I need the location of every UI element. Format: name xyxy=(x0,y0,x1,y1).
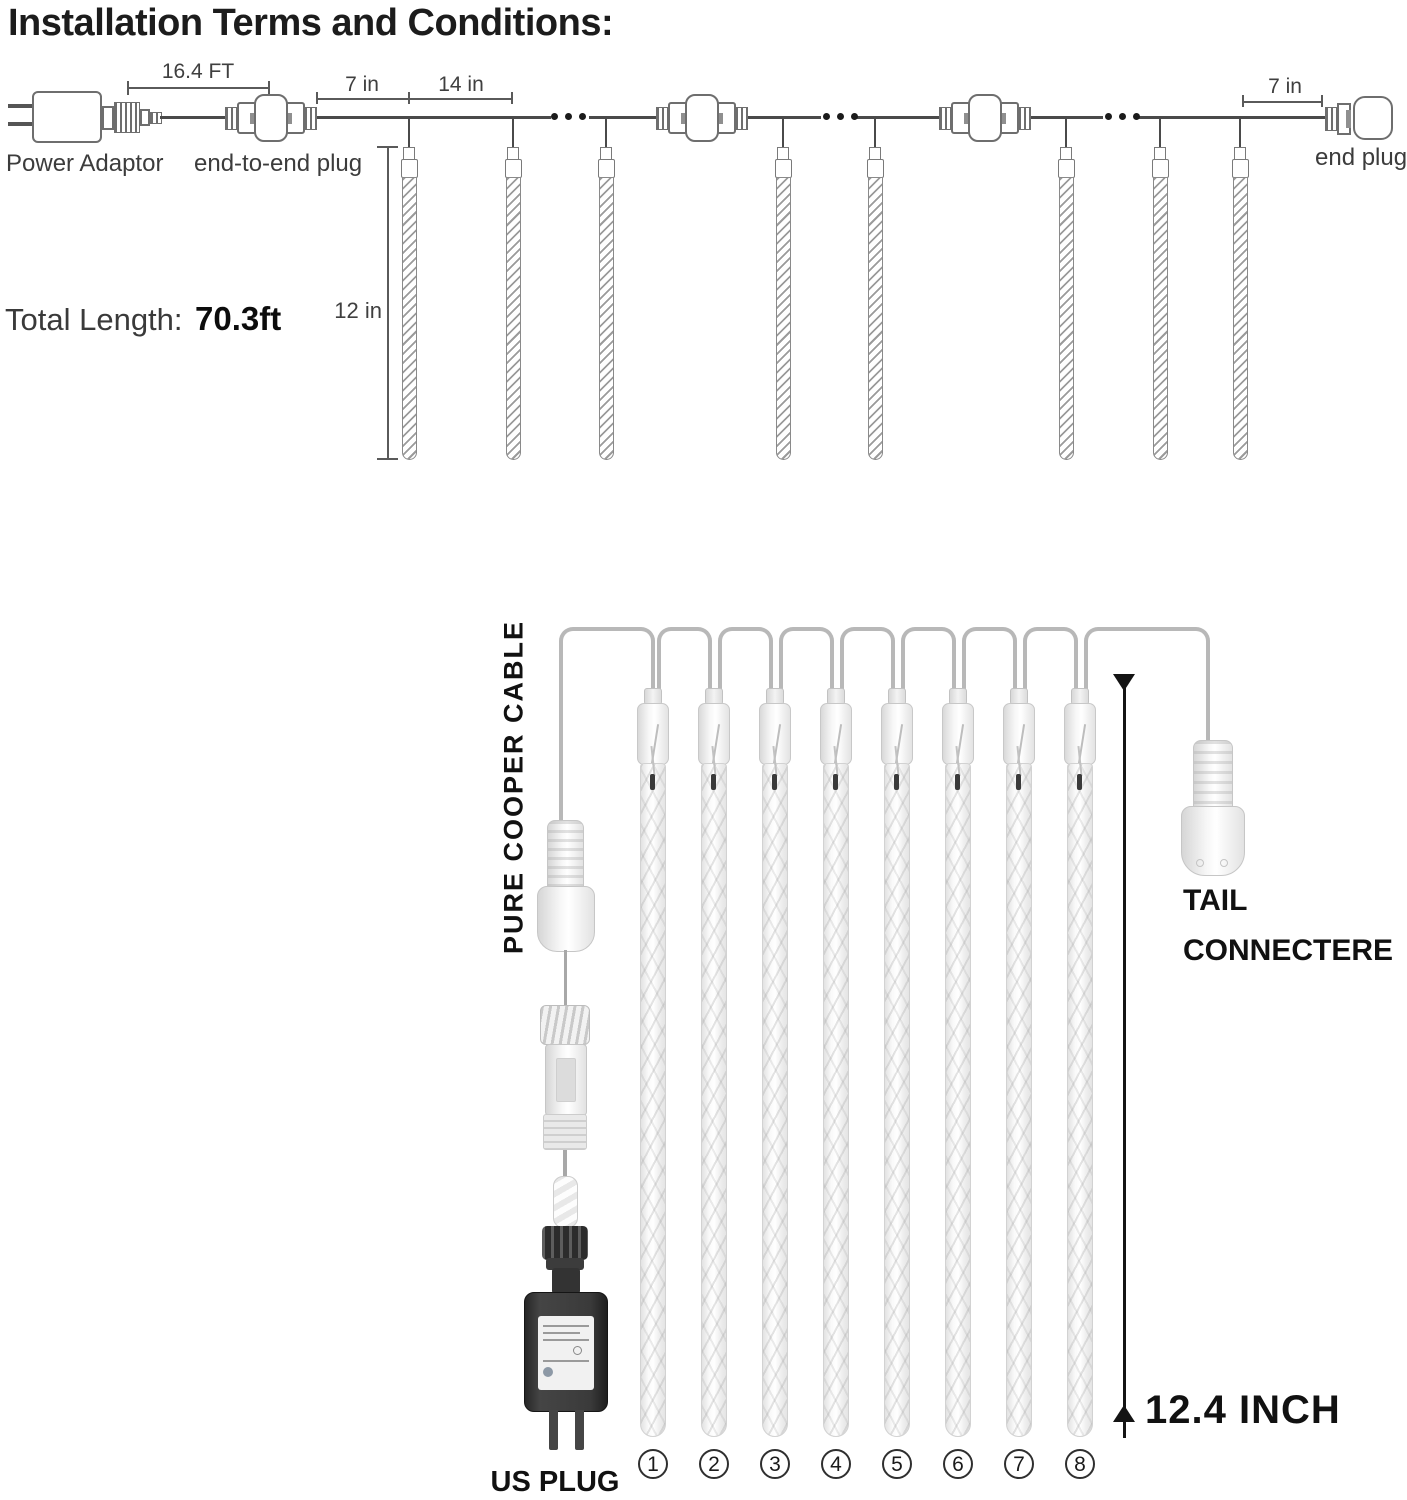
certification-mark-icon xyxy=(573,1346,582,1355)
tail-cable xyxy=(1206,686,1210,742)
tube-number-5: 5 xyxy=(882,1449,912,1479)
tube-number-3: 3 xyxy=(760,1449,790,1479)
logo-stamp-icon xyxy=(543,1367,553,1377)
socket-hole xyxy=(1196,859,1204,867)
end-to-end-plug-label: end-to-end plug xyxy=(194,150,363,177)
connector-center xyxy=(968,94,1002,142)
icicle-tube-8 xyxy=(1063,688,1097,1450)
tube-number-1: 1 xyxy=(638,1449,668,1479)
tube-number-7: 7 xyxy=(1004,1449,1034,1479)
end-plug-label: end plug xyxy=(1315,144,1407,171)
icicle-tube-6 xyxy=(941,688,975,1450)
connector-center xyxy=(685,94,719,142)
cable-loop xyxy=(718,627,773,689)
icicle-tube-2 xyxy=(697,688,731,1450)
lead-cable xyxy=(559,686,563,822)
tube-body xyxy=(640,763,666,1437)
led-element xyxy=(833,774,838,790)
adapter-spec-label xyxy=(538,1316,594,1390)
adapter-neck xyxy=(552,1268,580,1294)
pure-copper-cable-label: PURE COOPER CABLE xyxy=(498,619,529,955)
led-element xyxy=(1016,774,1021,790)
total-length-label: Total Length: xyxy=(5,302,183,337)
tail-connector-neck xyxy=(1193,740,1233,810)
measure-arrow-line xyxy=(1123,676,1126,1438)
dim-last-gap-label: 7 in xyxy=(1268,75,1302,98)
label-text-line xyxy=(543,1339,589,1341)
tube-body xyxy=(884,763,910,1437)
icicle-tube-7 xyxy=(1002,688,1036,1450)
plug-prong xyxy=(549,1410,558,1450)
label-text-line xyxy=(543,1325,589,1327)
label-text-line xyxy=(543,1360,589,1362)
tube-number-8: 8 xyxy=(1065,1449,1095,1479)
cable-loop xyxy=(1084,627,1210,689)
led-element xyxy=(1077,774,1082,790)
tail-connector-label-line2: CONNECTERE xyxy=(1183,934,1394,967)
tube-body xyxy=(762,763,788,1437)
cable-loop xyxy=(901,627,956,689)
tube-body xyxy=(1006,763,1032,1437)
dim-lead-wire-label: 16.4 FT xyxy=(161,60,235,83)
tail-connector-label-line1: TAIL xyxy=(1183,884,1248,917)
page-title: Installation Terms and Conditions: xyxy=(8,2,614,44)
tube-number-2: 2 xyxy=(699,1449,729,1479)
arrow-up-icon xyxy=(1113,1405,1135,1422)
tube-body xyxy=(1067,763,1093,1437)
socket-hole xyxy=(1220,859,1228,867)
icicle-tube-5 xyxy=(880,688,914,1450)
dim-first-gap-label: 7 in xyxy=(345,73,379,96)
connector-pin xyxy=(564,950,567,1007)
threaded-coupler xyxy=(540,1005,590,1045)
plug-prong xyxy=(575,1410,584,1450)
tube-number-6: 6 xyxy=(943,1449,973,1479)
tube-body xyxy=(823,763,849,1437)
cable-loop xyxy=(1023,627,1078,689)
arrow-down-icon xyxy=(1113,674,1135,691)
led-element xyxy=(955,774,960,790)
power-adaptor-label: Power Adaptor xyxy=(6,150,164,177)
led-element xyxy=(772,774,777,790)
cable-loop xyxy=(559,627,655,689)
cable-loop xyxy=(657,627,712,689)
lead-connector-neck xyxy=(547,820,584,890)
tube-body xyxy=(701,763,727,1437)
cable-loop xyxy=(779,627,834,689)
tube-number-4: 4 xyxy=(821,1449,851,1479)
icicle-tube-3 xyxy=(758,688,792,1450)
connector-inner xyxy=(556,1058,576,1102)
lead-connector-base xyxy=(537,886,595,952)
icicle-tube-4 xyxy=(819,688,853,1450)
tail-connector-base xyxy=(1181,806,1245,876)
tube-body xyxy=(945,763,971,1437)
tube-length-label: 12.4 INCH xyxy=(1145,1388,1341,1432)
dim-tube-gap-label: 14 in xyxy=(438,73,484,96)
cable-loop xyxy=(840,627,895,689)
total-length-value: 70.3ft xyxy=(194,300,282,337)
connector-pin xyxy=(563,1150,567,1178)
dim-tube-length-label: 12 in xyxy=(334,298,382,323)
icicle-tube-1 xyxy=(636,688,670,1450)
adapter-knurled-nut xyxy=(542,1226,588,1260)
label-text-line xyxy=(543,1332,580,1334)
led-element xyxy=(711,774,716,790)
led-element xyxy=(894,774,899,790)
cable-loop xyxy=(962,627,1017,689)
us-plug-label: US PLUG xyxy=(490,1466,620,1498)
connector-center xyxy=(254,94,288,142)
strain-relief-twist xyxy=(553,1176,578,1228)
led-element xyxy=(650,774,655,790)
connector-label-band xyxy=(543,1114,587,1150)
